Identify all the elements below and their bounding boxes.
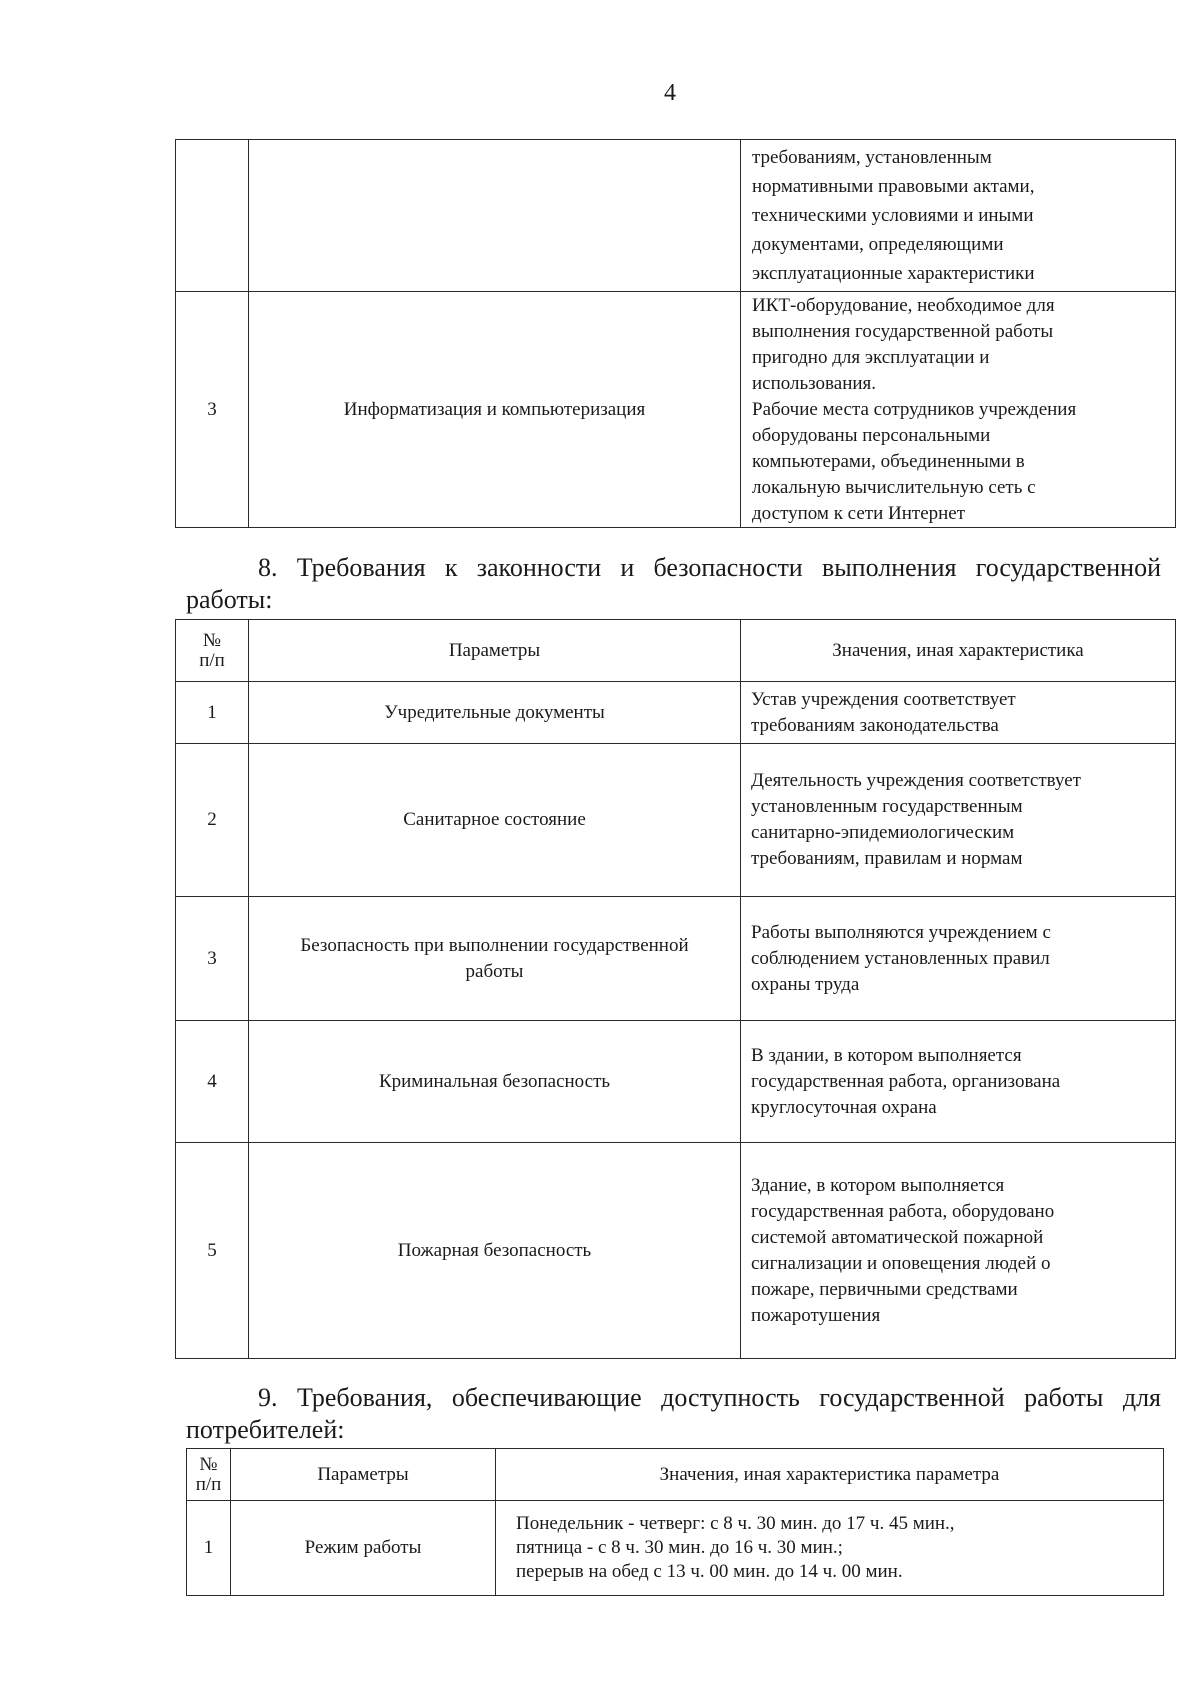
table-header-row (187, 1449, 1164, 1501)
section-9-table (186, 1448, 1164, 1596)
row-value: требованиям, установленным нормативными правовыми актами, техническими условиями и иными документами, определяющими эксплуатационные характеристики (741, 140, 1176, 292)
row-value: В здании, в котором выполняется государственная работа, организована круглосуточная охрана (741, 1021, 1176, 1143)
row-parameter: Режим работы (231, 1501, 496, 1596)
page-number: 4 (664, 80, 676, 106)
table-row (176, 682, 1176, 744)
table-row (176, 140, 1176, 292)
table-row (176, 1143, 1176, 1359)
row-value: ИКТ-оборудование, необходимое для выполнения государственной работы пригодно для эксплуатации и использования. Рабочие места сотрудников учреждения оборудованы персональными компьютерами, объединенными в локальную вычислительную сеть с доступом к сети Интернет (741, 292, 1176, 528)
table-header-row (176, 620, 1176, 682)
row-number: 2 (176, 744, 249, 897)
table-row (176, 1021, 1176, 1143)
header-parameters: Параметры (249, 620, 741, 682)
row-value: Деятельность учреждения соответствует установленным государственным санитарно-эпидемиологическим требованиям, правилам и нормам (741, 744, 1176, 897)
row-number: 3 (176, 292, 249, 528)
row-parameter: Информатизация и компьютеризация (249, 292, 741, 528)
header-parameters: Параметры (231, 1449, 496, 1501)
header-values: Значения, иная характеристика (741, 620, 1176, 682)
header-number: № п/п (187, 1449, 231, 1501)
row-value: Понедельник - четверг: с 8 ч. 30 мин. до 17 ч. 45 мин., пятница - с 8 ч. 30 мин. до 16 ч. 30 мин.; перерыв на обед с 13 ч. 00 мин. до 14 ч. 00 мин. (496, 1501, 1164, 1596)
row-number: 1 (187, 1501, 231, 1596)
row-parameter: Криминальная безопасность (249, 1021, 741, 1143)
row-value: Устав учреждения соответствует требованиям законодательства (741, 682, 1176, 744)
row-parameter: Учредительные документы (249, 682, 741, 744)
row-parameter: Санитарное состояние (249, 744, 741, 897)
row-parameter: Пожарная безопасность (249, 1143, 741, 1359)
table-row (187, 1501, 1164, 1596)
continuation-table (175, 139, 1176, 528)
table-row (176, 292, 1176, 528)
row-parameter: Безопасность при выполнении государственной работы (249, 897, 741, 1021)
section-8-heading: 8. Требования к законности и безопасности выполнения государственной работы: (186, 553, 1161, 614)
row-parameter (249, 140, 741, 292)
row-value: Здание, в котором выполняется государственная работа, оборудовано системой автоматической пожарной сигнализации и оповещения людей о пожаре, первичными средствами пожаротушения (741, 1143, 1176, 1359)
table-row (176, 744, 1176, 897)
section-8-table (175, 619, 1176, 1359)
row-number: 1 (176, 682, 249, 744)
row-number: 4 (176, 1021, 249, 1143)
header-values: Значения, иная характеристика параметра (496, 1449, 1164, 1501)
row-number: 5 (176, 1143, 249, 1359)
row-number: 3 (176, 897, 249, 1021)
row-value: Работы выполняются учреждением с соблюдением установленных правил охраны труда (741, 897, 1176, 1021)
section-9-heading: 9. Требования, обеспечивающие доступность государственной работы для потребителей: (186, 1383, 1161, 1444)
table-row (176, 897, 1176, 1021)
row-number (176, 140, 249, 292)
header-number: № п/п (176, 620, 249, 682)
